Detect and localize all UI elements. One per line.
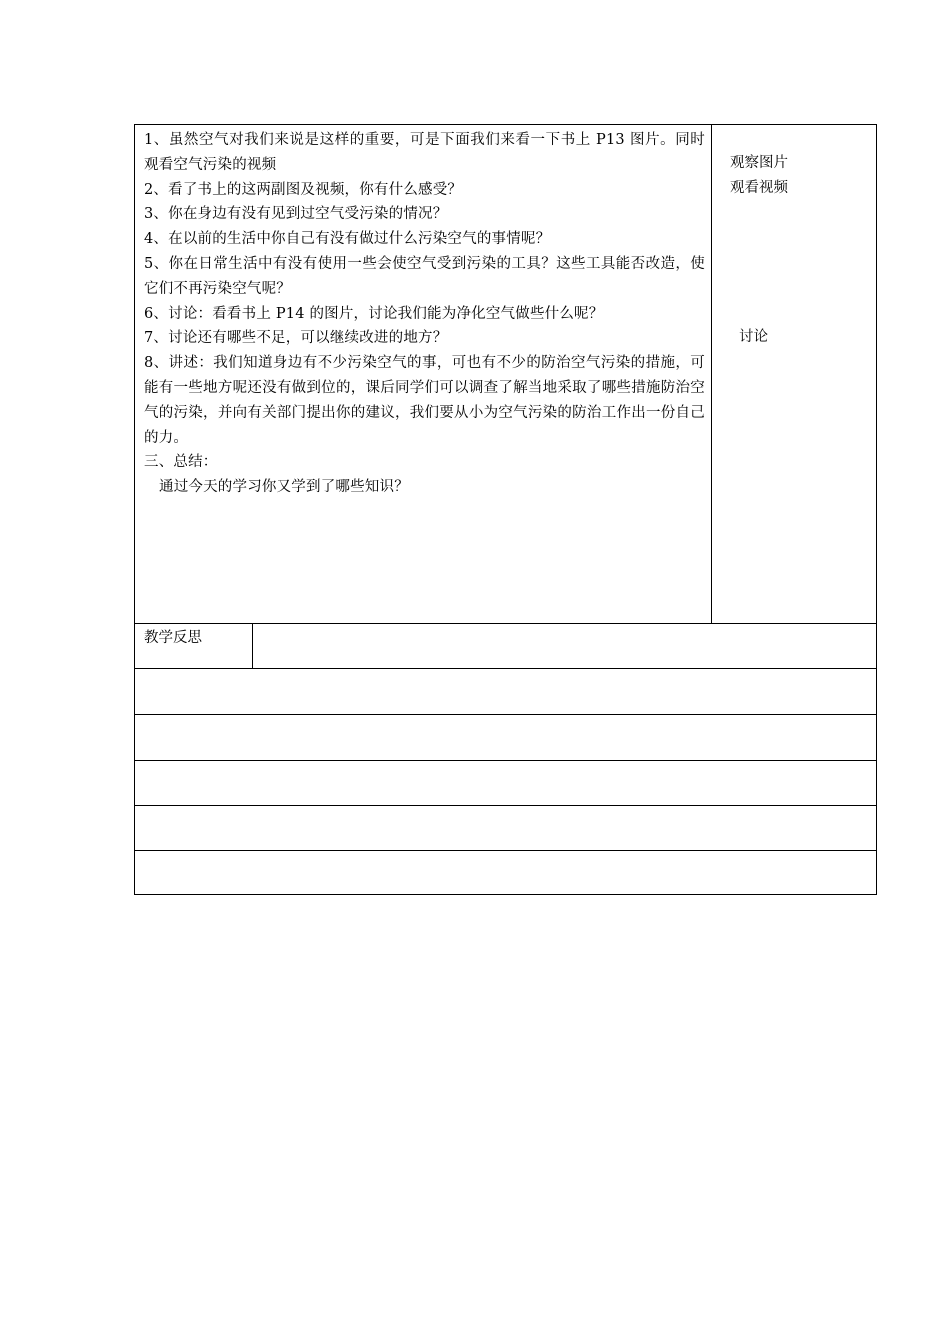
lesson-step: 1、虽然空气对我们来说是这样的重要，可是下面我们来看一下书上 P13 图片。同时观看空气污染的视频 bbox=[144, 132, 705, 173]
lesson-step: 5、你在日常生活中有没有使用一些会使空气受到污染的工具？这些工具能否改造，使它们不再污染空气呢？ bbox=[144, 255, 705, 297]
lesson-step: 8、讲述：我们知道身边有不少污染空气的事，可也有不少的防治空气污染的措施，可能有一些地方呢还没有做到位的，课后同学们可以调查了解当地采取了哪些措施防治空气的污染，并向有关部门提出你的建议，我们要从小为空气污染的防治工作出一份自己的力。 bbox=[144, 355, 705, 446]
blank-row bbox=[135, 715, 876, 761]
blank-row bbox=[135, 805, 876, 851]
summary-heading: 三、总结： bbox=[144, 454, 218, 471]
lesson-step: 2、看了书上的这两副图及视频，你有什么感受？ bbox=[144, 181, 463, 198]
student-activity-cell bbox=[712, 125, 876, 623]
blank-row bbox=[135, 669, 876, 715]
teaching-process-row bbox=[135, 125, 876, 624]
reflection-label: 教学反思 bbox=[135, 624, 253, 668]
lesson-plan-table bbox=[134, 124, 877, 895]
lesson-step: 4、在以前的生活中你自己有没有做过什么污染空气的事情呢？ bbox=[144, 231, 551, 248]
reflection-value bbox=[253, 624, 876, 668]
lesson-step: 6、讨论：看看书上 P14 的图片，讨论我们能为净化空气做些什么呢？ bbox=[144, 305, 604, 322]
blank-row bbox=[135, 850, 876, 894]
watch-video-text: 观看视频 bbox=[730, 180, 788, 196]
lesson-step: 3、你在身边有没有见到过空气受污染的情况？ bbox=[144, 206, 448, 223]
blank-row bbox=[135, 760, 876, 806]
lesson-step: 7、讨论还有哪些不足，可以继续改进的地方？ bbox=[144, 330, 448, 347]
observe-pictures-text: 观察图片 bbox=[730, 155, 788, 171]
reflection-row bbox=[135, 624, 876, 669]
discuss-text: 讨论 bbox=[739, 329, 768, 345]
teacher-activity-cell bbox=[135, 125, 712, 623]
summary-question: 通过今天的学习你又学到了哪些知识？ bbox=[159, 479, 409, 496]
